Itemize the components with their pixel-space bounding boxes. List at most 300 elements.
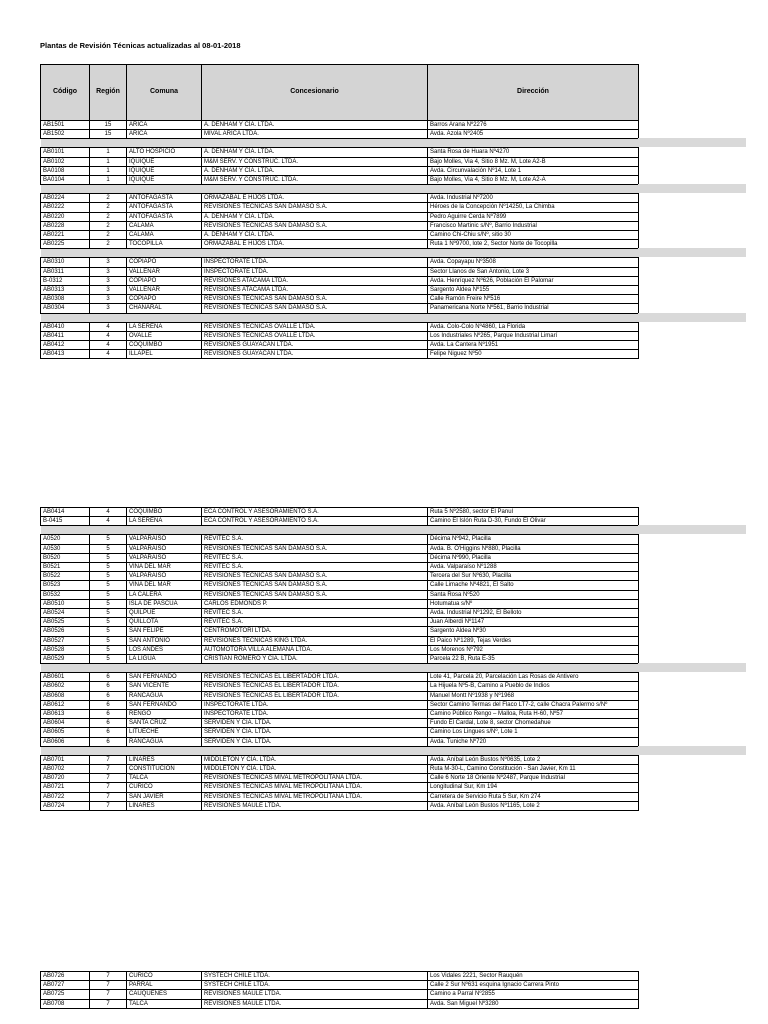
document-title: Plantas de Revisión Técnicas actualizadas al 08-01-2018 — [40, 41, 241, 50]
separator-band — [638, 525, 746, 534]
dealer-cell: CARLOS EDMONDS P. — [202, 599, 428, 608]
code-cell: AB0225 — [41, 240, 90, 249]
address-cell: Avda. B. O'Higgins Nº880, Placilla — [428, 544, 639, 553]
region-cell: 4 — [90, 517, 127, 526]
commune-cell: RANCAGUA — [127, 737, 202, 746]
code-cell: AB1502 — [41, 130, 90, 139]
commune-cell: ANTOFAGASTA — [127, 203, 202, 212]
commune-cell: ALTO HOSPICIO — [127, 148, 202, 157]
code-cell: AB0721 — [41, 783, 90, 792]
table-row — [41, 544, 639, 553]
code-cell: AB0524 — [41, 609, 90, 618]
region-cell: 6 — [90, 673, 127, 682]
region-cell: 2 — [90, 231, 127, 240]
code-cell: AB0725 — [41, 990, 90, 999]
region-cell: 3 — [90, 276, 127, 285]
dealer-cell: REVISIONES ATACAMA LTDA. — [202, 276, 428, 285]
commune-cell: RENGO — [127, 710, 202, 719]
dealer-cell: ORMAZABAL E HIJOS LTDA. — [202, 194, 428, 203]
dealer-cell: CENTROMOTORI LTDA. — [202, 627, 428, 636]
region-cell: 3 — [90, 295, 127, 304]
table-row — [41, 157, 639, 166]
dealer-cell: REVISIONES GUAYACÁN LTDA. — [202, 341, 428, 350]
dealer-cell: REVISIONES TÉCNICAS SAN DÁMASO S.A. — [202, 590, 428, 599]
separator-band — [638, 313, 746, 322]
dealer-cell: MIVAL ARICA LTDA. — [202, 130, 428, 139]
plants-table — [40, 507, 639, 811]
code-cell: AB0221 — [41, 231, 90, 240]
region-cell: 2 — [90, 203, 127, 212]
commune-cell: ARICA — [127, 121, 202, 130]
dealer-cell: REVITEC S.A. — [202, 535, 428, 544]
region-cell: 6 — [90, 682, 127, 691]
code-cell: AB0724 — [41, 801, 90, 810]
address-cell: Avda. Aníbal León Bustos Nº1165, Lote 2 — [428, 801, 639, 810]
region-cell: 7 — [90, 981, 127, 990]
table-row — [41, 691, 639, 700]
dealer-cell: ORMAZABAL E HIJOS LTDA. — [202, 240, 428, 249]
region-cell: 6 — [90, 737, 127, 746]
region-cell: 7 — [90, 999, 127, 1008]
commune-cell: CAUQUENES — [127, 990, 202, 999]
table-row — [41, 212, 639, 221]
dealer-cell: REVISIONES MAULE LTDA. — [202, 990, 428, 999]
address-cell: Ruta 5 Nº2580, sector El Panul — [428, 508, 639, 517]
code-cell: AB0310 — [41, 258, 90, 267]
code-cell: B-0312 — [41, 276, 90, 285]
table-row — [41, 645, 639, 654]
address-cell: Avda. Valparaíso Nº1288 — [428, 563, 639, 572]
region-cell: 5 — [90, 581, 127, 590]
table-row — [41, 774, 639, 783]
dealer-cell: REVISIONES TÉCNICAS SAN DÁMASO S.A. — [202, 304, 428, 313]
address-cell: Camino a Parral Nº2855 — [428, 990, 639, 999]
region-cell: 7 — [90, 755, 127, 764]
table-row — [41, 655, 639, 664]
commune-cell: IQUIQUE — [127, 157, 202, 166]
commune-cell: TALCA — [127, 999, 202, 1008]
header-row — [41, 65, 639, 121]
address-cell: Avda. Henríquez Nº626, Población El Palomar — [428, 276, 639, 285]
code-cell: B0520 — [41, 553, 90, 562]
dealer-cell: REVITEC S.A. — [202, 609, 428, 618]
code-cell: AB0304 — [41, 304, 90, 313]
region-cell: 5 — [90, 590, 127, 599]
address-cell: Panamericana Norte Nº561, Barrio Industrial — [428, 304, 639, 313]
address-cell: Ruta M-30-L, Camino Constitución - San Javier, Km 11 — [428, 765, 639, 774]
dealer-cell: REVISIONES TÉCNICAS MIVAL METROPOLITANA LTDA. — [202, 783, 428, 792]
address-cell: Lote 41, Parcela 20, Parcelación Las Rosas de Antivero — [428, 673, 639, 682]
dealer-cell: M&M SERV. Y CONSTRUC. LTDA. — [202, 176, 428, 185]
address-cell: Avda. San Miguel Nº3280 — [428, 999, 639, 1008]
address-cell: Manuel Montt Nº1938 y Nº1968 — [428, 691, 639, 700]
region-cell: 7 — [90, 972, 127, 981]
commune-cell: VIÑA DEL MAR — [127, 563, 202, 572]
region-cell: 7 — [90, 801, 127, 810]
address-cell: Fundo El Cardal, Lote 8, sector Chomedahue — [428, 719, 639, 728]
code-cell: AB0701 — [41, 755, 90, 764]
table-row — [41, 972, 639, 981]
dealer-cell: ECA CONTROL Y ASESORAMIENTO S.A. — [202, 517, 428, 526]
region-cell: 6 — [90, 728, 127, 737]
dealer-cell: MIDDLETON Y CÍA. LTDA. — [202, 755, 428, 764]
commune-cell: CALAMA — [127, 231, 202, 240]
code-cell: A0520 — [41, 535, 90, 544]
commune-cell: CALAMA — [127, 221, 202, 230]
commune-cell: QUILLOTA — [127, 618, 202, 627]
table-row — [41, 737, 639, 746]
commune-cell: COQUIMBO — [127, 508, 202, 517]
commune-cell: ARICA — [127, 130, 202, 139]
code-cell: AB0708 — [41, 999, 90, 1008]
table-row — [41, 990, 639, 999]
commune-cell: SAN FERNANDO — [127, 673, 202, 682]
region-cell: 7 — [90, 990, 127, 999]
commune-cell: VALPARAISO — [127, 572, 202, 581]
address-cell: Avda. Copayapu Nº3508 — [428, 258, 639, 267]
code-cell: AB0612 — [41, 700, 90, 709]
code-cell: AB0525 — [41, 618, 90, 627]
table-row — [41, 563, 639, 572]
code-cell: AB0606 — [41, 737, 90, 746]
code-cell: AB0527 — [41, 636, 90, 645]
dealer-cell: REVISIONES TÉCNICAS SAN DÁMASO S.A. — [202, 295, 428, 304]
region-cell: 5 — [90, 572, 127, 581]
address-cell: Ruta 1 Nº9700, lote 2, Sector Norte de Tocopilla — [428, 240, 639, 249]
separator-band — [638, 746, 746, 755]
code-cell: AB0528 — [41, 645, 90, 654]
dealer-cell: ECA CONTROL Y ASESORAMIENTO S.A. — [202, 508, 428, 517]
dealer-cell: REVISIONES TÉCNICAS KING LTDA. — [202, 636, 428, 645]
code-cell: AB0228 — [41, 221, 90, 230]
dealer-cell: REVISIONES TÉCNICAS SAN DÁMASO S.A. — [202, 221, 428, 230]
dealer-cell: INSPECTORATE LTDA. — [202, 267, 428, 276]
code-cell: AB0601 — [41, 673, 90, 682]
dealer-cell: SERVIDEN Y CIA. LTDA. — [202, 728, 428, 737]
code-cell: AB0722 — [41, 792, 90, 801]
region-cell: 4 — [90, 331, 127, 340]
table-row — [41, 618, 639, 627]
address-cell: Felipe Ñiguez Nº50 — [428, 350, 639, 359]
dealer-cell: REVISIONES TÉCNICAS OVALLE LTDA. — [202, 322, 428, 331]
address-cell: Barros Arana Nº2276 — [428, 121, 639, 130]
table-row — [41, 700, 639, 709]
region-cell: 2 — [90, 212, 127, 221]
table-row — [41, 231, 639, 240]
separator-band — [638, 184, 746, 193]
address-cell: Los Vidales 2221, Sector Rauquén — [428, 972, 639, 981]
commune-cell: CURICÓ — [127, 972, 202, 981]
address-cell: Décima Nº990, Placilla — [428, 553, 639, 562]
code-cell: AB0311 — [41, 267, 90, 276]
address-cell: Bajo Molles, Via 4, Sitio 8 Mz. M, Lote A2-A — [428, 176, 639, 185]
address-cell: Camino Público Rengo – Malloa, Ruta H-60, Nº57 — [428, 710, 639, 719]
table-row — [41, 304, 639, 313]
code-cell: B0532 — [41, 590, 90, 599]
commune-cell: VALPARAISO — [127, 553, 202, 562]
region-cell: 15 — [90, 121, 127, 130]
region-cell: 2 — [90, 194, 127, 203]
region-cell: 5 — [90, 609, 127, 618]
region-cell: 6 — [90, 719, 127, 728]
address-cell: Santa Rosa Nº520 — [428, 590, 639, 599]
table-row — [41, 999, 639, 1008]
address-cell: Avda. Colo-Colo Nº4860, La Florida — [428, 322, 639, 331]
group-separator — [41, 249, 639, 258]
address-cell: Francisco Martinic s/Nº, Barrio Industrial — [428, 221, 639, 230]
address-cell: Calle Limache Nº4821, El Salto — [428, 581, 639, 590]
region-cell: 5 — [90, 599, 127, 608]
table-row — [41, 341, 639, 350]
region-cell: 5 — [90, 618, 127, 627]
dealer-cell: MIDDLETON Y CÍA. LTDA. — [202, 765, 428, 774]
address-cell: Avda. Industrial Nº7200 — [428, 194, 639, 203]
plants-table — [40, 971, 639, 1009]
commune-cell: VALLENAR — [127, 267, 202, 276]
table-row — [41, 130, 639, 139]
address-cell: Pedro Aguirre Cerda Nº7899 — [428, 212, 639, 221]
commune-cell: LA SERENA — [127, 517, 202, 526]
code-cell: AB1501 — [41, 121, 90, 130]
commune-cell: IQUIQUE — [127, 166, 202, 175]
commune-cell: COQUIMBO — [127, 341, 202, 350]
table-row — [41, 203, 639, 212]
address-cell: Héroes de la Concepción Nº14250, La Chimba — [428, 203, 639, 212]
address-cell: Los Industriales Nº265, Parque Industrial Limarí — [428, 331, 639, 340]
address-cell: Los Morenos Nº792 — [428, 645, 639, 654]
region-cell: 4 — [90, 322, 127, 331]
region-cell: 7 — [90, 774, 127, 783]
code-cell: BA0104 — [41, 176, 90, 185]
address-cell: Camino El Islón Ruta D-30, Fundo El Olivar — [428, 517, 639, 526]
table-row — [41, 590, 639, 599]
region-cell: 5 — [90, 645, 127, 654]
region-cell: 15 — [90, 130, 127, 139]
commune-cell: IQUIQUE — [127, 176, 202, 185]
dealer-cell: A. DENHAM Y CÍA. LTDA. — [202, 212, 428, 221]
commune-cell: LA CALERA — [127, 590, 202, 599]
code-cell: AB0720 — [41, 774, 90, 783]
address-cell: La Hijuela Nº5-B, Camino a Pueblo de Indios — [428, 682, 639, 691]
dealer-cell: REVISIONES GUAYACÁN LTDA. — [202, 350, 428, 359]
commune-cell: VALLENAR — [127, 286, 202, 295]
dealer-cell: REVISIONES TÉCNICAS SAN DÁMASO S.A. — [202, 581, 428, 590]
table-row — [41, 258, 639, 267]
dealer-cell: REVITEC S.A. — [202, 553, 428, 562]
commune-cell: RANCAGUA — [127, 691, 202, 700]
commune-cell: ANTOFAGASTA — [127, 212, 202, 221]
code-cell: AB0604 — [41, 719, 90, 728]
table-row — [41, 121, 639, 130]
dealer-cell: INSPECTORATE LTDA. — [202, 700, 428, 709]
address-cell: Calle Ramón Freire Nº516 — [428, 295, 639, 304]
dealer-cell: REVITEC S.A. — [202, 563, 428, 572]
region-cell: 6 — [90, 700, 127, 709]
commune-cell: SANTA CRUZ — [127, 719, 202, 728]
code-cell: AB0222 — [41, 203, 90, 212]
separator-band — [638, 248, 746, 257]
commune-cell: TOCOPILLA — [127, 240, 202, 249]
code-cell: AB0413 — [41, 350, 90, 359]
table-row — [41, 553, 639, 562]
dealer-cell: SERVIDEN Y CIA. LTDA. — [202, 719, 428, 728]
address-cell: El Paico Nº1289, Tejas Verdes — [428, 636, 639, 645]
table-row — [41, 148, 639, 157]
table-row — [41, 267, 639, 276]
address-cell: Hotumatua s/Nº — [428, 599, 639, 608]
address-cell: Avda. Aníbal León Bustos Nº0635, Lote 2 — [428, 755, 639, 764]
table-row — [41, 636, 639, 645]
table-row — [41, 581, 639, 590]
region-cell: 4 — [90, 341, 127, 350]
dealer-cell: REVISIONES TÉCNICAS SAN DÁMASO S.A. — [202, 572, 428, 581]
code-cell: AB0702 — [41, 765, 90, 774]
column-header: Código — [41, 65, 90, 121]
code-cell: AB0412 — [41, 341, 90, 350]
address-cell: Avda. Circunvalación Nº14, Lote 1 — [428, 166, 639, 175]
address-cell: Camino Los Lingues s/Nº, Lote 1 — [428, 728, 639, 737]
code-cell: AB0411 — [41, 331, 90, 340]
group-separator — [41, 664, 639, 673]
commune-cell: LOS ANDES — [127, 645, 202, 654]
commune-cell: SAN JAVIER — [127, 792, 202, 801]
address-cell: Camino Chi-Chiu s/Nº, sitio 30 — [428, 231, 639, 240]
dealer-cell: SYSTECH CHILE LTDA. — [202, 972, 428, 981]
address-cell: Carretera de Servicio Ruta 5 Sur, Km 274 — [428, 792, 639, 801]
code-cell: AB0410 — [41, 322, 90, 331]
table-row — [41, 176, 639, 185]
code-cell: AB0608 — [41, 691, 90, 700]
code-cell: BA0108 — [41, 166, 90, 175]
dealer-cell: REVISIONES TÉCNICAS EL LIBERTADOR LTDA. — [202, 673, 428, 682]
code-cell: B0522 — [41, 572, 90, 581]
column-header: Comuna — [127, 65, 202, 121]
dealer-cell: A. DENHAM Y CÍA. LTDA. — [202, 148, 428, 157]
code-cell: AB0727 — [41, 981, 90, 990]
dealer-cell: REVITEC S.A. — [202, 618, 428, 627]
group-separator — [41, 746, 639, 755]
dealer-cell: SERVIDEN Y CIA. LTDA. — [202, 737, 428, 746]
address-cell: Avda. Industrial Nº1292, El Belloto — [428, 609, 639, 618]
address-cell: Santa Rosa de Huara Nº4270 — [428, 148, 639, 157]
table-row — [41, 783, 639, 792]
region-cell: 3 — [90, 267, 127, 276]
table-block — [40, 507, 746, 811]
code-cell: AB0613 — [41, 710, 90, 719]
table-row — [41, 194, 639, 203]
commune-cell: LA LIGUA — [127, 655, 202, 664]
dealer-cell: A. DENHAM Y CÍA. LTDA. — [202, 166, 428, 175]
table-row — [41, 627, 639, 636]
table-block — [40, 64, 746, 359]
dealer-cell: A. DENHAM Y CÍA. LTDA. — [202, 231, 428, 240]
code-cell: AB0414 — [41, 508, 90, 517]
dealer-cell: REVISIONES TÉCNICAS EL LIBERTADOR LTDA. — [202, 682, 428, 691]
region-cell: 1 — [90, 166, 127, 175]
commune-cell: SAN VICENTE — [127, 682, 202, 691]
code-cell: AB0313 — [41, 286, 90, 295]
address-cell: Bajo Molles, Via 4, Sitio 8 Mz. M, Lote A2-B — [428, 157, 639, 166]
table-row — [41, 765, 639, 774]
table-row — [41, 981, 639, 990]
column-header: Concesionario — [202, 65, 428, 121]
group-separator — [41, 526, 639, 535]
table-row — [41, 682, 639, 691]
commune-cell: VALPARAISO — [127, 544, 202, 553]
dealer-cell: REVISIONES MAULE LTDA. — [202, 801, 428, 810]
region-cell: 5 — [90, 636, 127, 645]
code-cell: AB0605 — [41, 728, 90, 737]
commune-cell: CURICÓ — [127, 783, 202, 792]
table-row — [41, 240, 639, 249]
code-cell: AB0220 — [41, 212, 90, 221]
region-cell: 4 — [90, 350, 127, 359]
region-cell: 6 — [90, 710, 127, 719]
region-cell: 5 — [90, 553, 127, 562]
commune-cell: OVALLE — [127, 331, 202, 340]
commune-cell: VALPARAISO — [127, 535, 202, 544]
address-cell: Tercera del Sur Nº630, Placilla — [428, 572, 639, 581]
commune-cell: LA SERENA — [127, 322, 202, 331]
region-cell: 2 — [90, 240, 127, 249]
dealer-cell: REVISIONES TÉCNICAS MIVAL METROPOLITANA LTDA. — [202, 774, 428, 783]
region-cell: 7 — [90, 765, 127, 774]
commune-cell: SAN FERNANDO — [127, 700, 202, 709]
table-row — [41, 719, 639, 728]
table-row — [41, 166, 639, 175]
table-row — [41, 286, 639, 295]
dealer-cell: REVISIONES MAULE LTDA. — [202, 999, 428, 1008]
address-cell: Avda. Tuniche Nº720 — [428, 737, 639, 746]
code-cell: AB0224 — [41, 194, 90, 203]
table-row — [41, 673, 639, 682]
code-cell: B0521 — [41, 563, 90, 572]
address-cell: Sargento Aldea Nº30 — [428, 627, 639, 636]
code-cell: AB0726 — [41, 972, 90, 981]
table-row — [41, 792, 639, 801]
address-cell: Sargento Aldea Nº155 — [428, 286, 639, 295]
table-row — [41, 276, 639, 285]
commune-cell: COPIAPO — [127, 295, 202, 304]
region-cell: 5 — [90, 563, 127, 572]
region-cell: 3 — [90, 286, 127, 295]
dealer-cell: REVISIONES TÉCNICAS EL LIBERTADOR LTDA. — [202, 691, 428, 700]
dealer-cell: INSPECTORATE LTDA. — [202, 258, 428, 267]
region-cell: 7 — [90, 792, 127, 801]
address-cell: Juan Alberdi Nº1147 — [428, 618, 639, 627]
dealer-cell: M&M SERV. Y CONSTRUC. LTDA. — [202, 157, 428, 166]
table-row — [41, 710, 639, 719]
separator-band — [638, 138, 746, 147]
table-row — [41, 728, 639, 737]
region-cell: 1 — [90, 176, 127, 185]
region-cell: 5 — [90, 627, 127, 636]
table-row — [41, 331, 639, 340]
code-cell: AB0101 — [41, 148, 90, 157]
commune-cell: ISLA DE PASCUA — [127, 599, 202, 608]
address-cell: Longitudinal Sur, Km 194 — [428, 783, 639, 792]
table-block — [40, 971, 746, 1009]
group-separator — [41, 139, 639, 148]
region-cell: 2 — [90, 221, 127, 230]
address-cell: Calle 6 Norte 18 Oriente Nº2487, Parque Industrial — [428, 774, 639, 783]
dealer-cell: INSPECTORATE LTDA. — [202, 710, 428, 719]
commune-cell: LINARES — [127, 801, 202, 810]
code-cell: AB0526 — [41, 627, 90, 636]
code-cell: AB0510 — [41, 599, 90, 608]
region-cell: 3 — [90, 258, 127, 267]
address-cell: Parcela 22 B, Ruta E-35 — [428, 655, 639, 664]
